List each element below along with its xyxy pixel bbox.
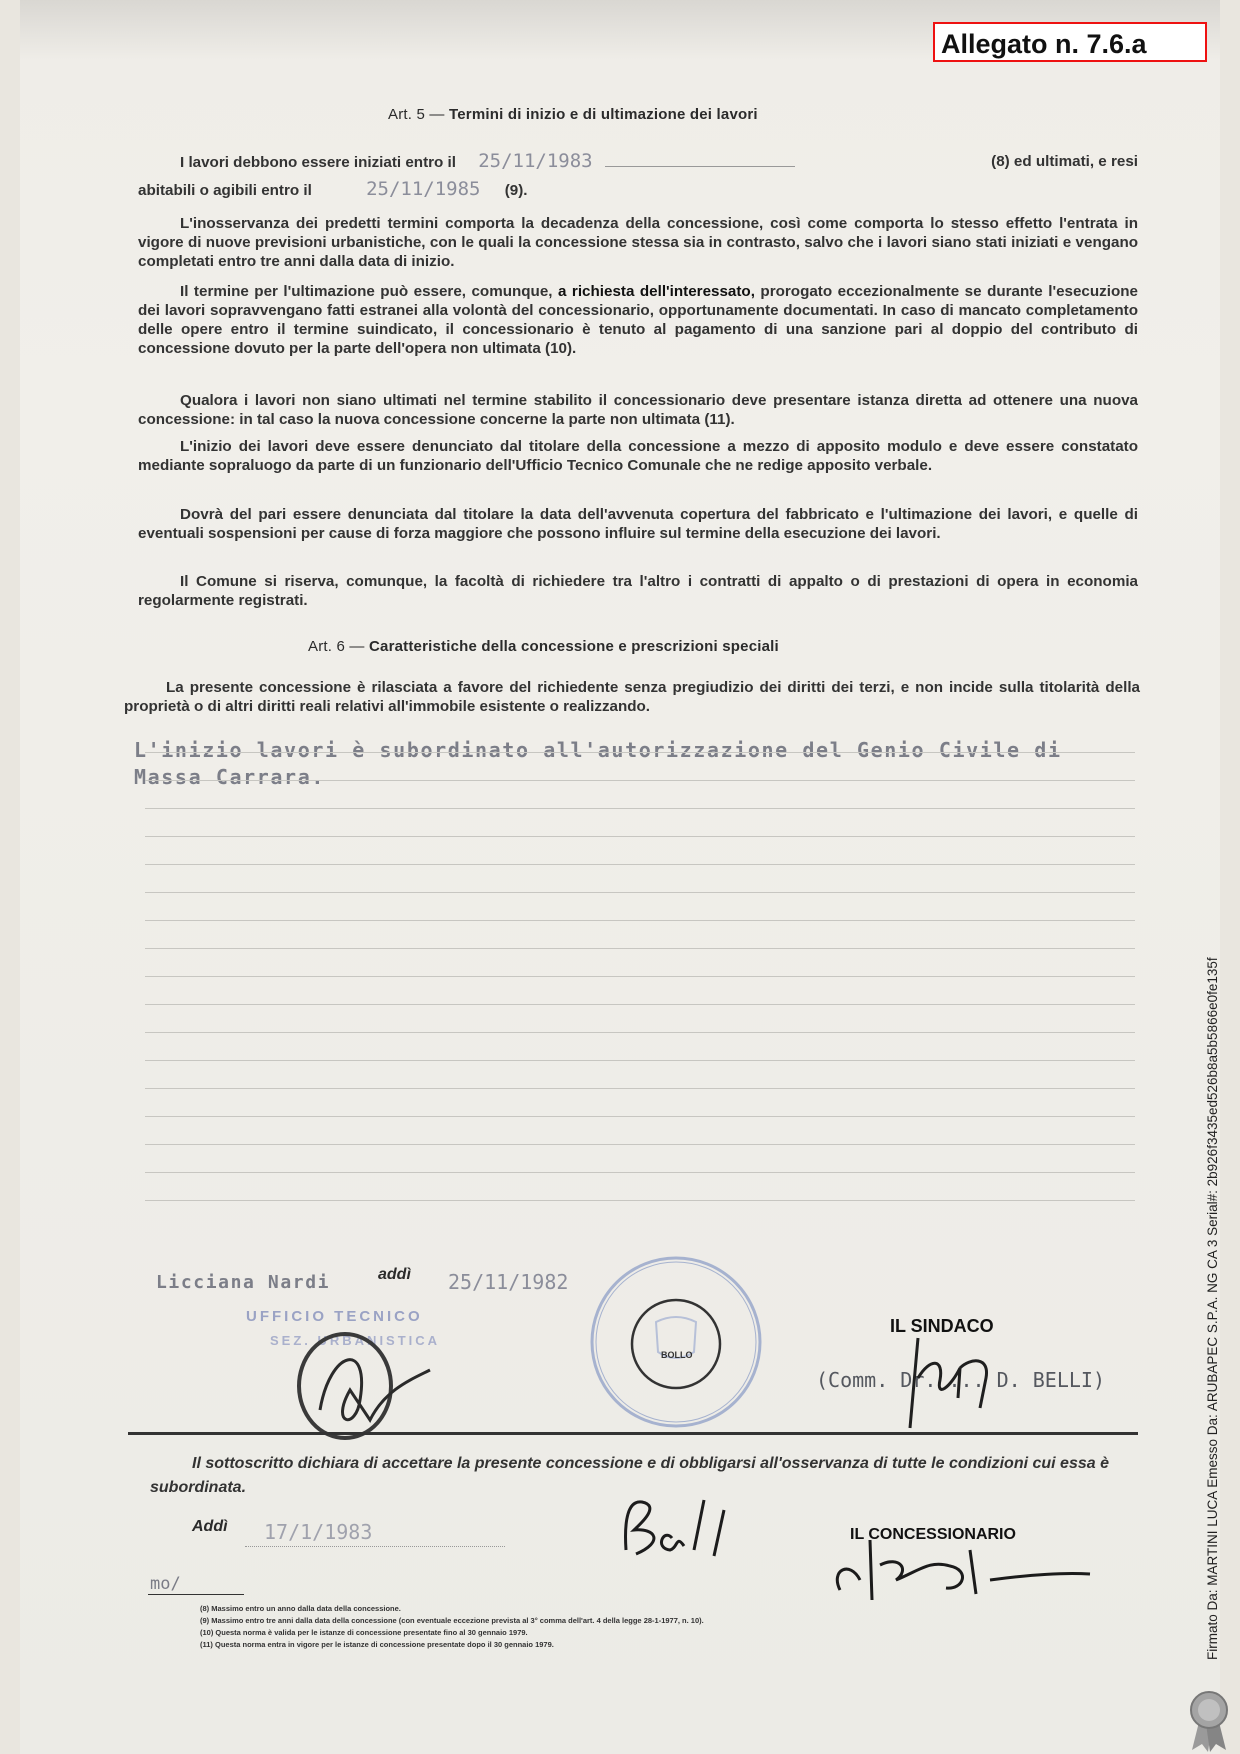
- ruled-line: [145, 1144, 1135, 1145]
- acceptance-signature: [614, 1490, 764, 1570]
- concessionario-label: IL CONCESSIONARIO: [850, 1526, 1016, 1543]
- ruled-line: [145, 752, 1135, 753]
- art5-number: Art. 5 —: [388, 106, 445, 123]
- ruled-line: [145, 836, 1135, 837]
- end-date: 25/11/1985: [366, 178, 481, 200]
- art5-p2-text: L'inosservanza dei predetti termini comporta la decadenza della concessione, così come comporta lo stesso effetto l'entrata in vigore di nuove previsioni urbanistiche, con le quali la concessione stessa sia in contrasto, salvo che i lavori siano stati iniziati e vengano completati entro tre anni dalla data di inizio.: [138, 215, 1138, 270]
- sindaco-name: (Comm. Dr. ... D. BELLI): [816, 1368, 1105, 1392]
- digital-signature-text: Firmato Da: MARTINI LUCA Emesso Da: ARUBAPEC S.P.A. NG CA 3 Serial#: 2b926f3435ed526b8a5b5866e0fe135f: [1205, 957, 1220, 1660]
- ruled-line: [145, 1116, 1135, 1117]
- certificate-ribbon-icon: [1184, 1688, 1234, 1754]
- place-name: Licciana Nardi: [156, 1272, 331, 1293]
- document-page: [20, 0, 1220, 1754]
- ruled-line: [145, 864, 1135, 865]
- bollo-label: BOLLO: [661, 1350, 693, 1360]
- art6-number: Art. 6 —: [308, 638, 365, 655]
- ruled-line: [145, 948, 1135, 949]
- municipal-seal: [586, 1252, 766, 1432]
- allegato-label: Allegato n. 7.6.a: [933, 22, 1207, 62]
- typed-line-2: Massa Carrara.: [134, 765, 325, 789]
- initials: mo/: [150, 1574, 181, 1594]
- sindaco-signature: [900, 1318, 1010, 1438]
- art5-p4-text: Qualora i lavori non siano ultimati nel termine stabilito il concessionario deve presentare istanza diretta ad ottenere una nuova concessione: in tal caso la nuova concessione concerne la parte non ultimata (11).: [138, 392, 1138, 428]
- art5-paragraph-7: [138, 572, 1138, 610]
- ruled-line: [145, 976, 1135, 977]
- ruled-line: [145, 808, 1135, 809]
- art5-title: Termini di inizio e di ultimazione dei lavori: [449, 106, 758, 123]
- art5-paragraph-5: [138, 437, 1138, 475]
- ruled-line: [145, 1060, 1135, 1061]
- art6-p1-text: La presente concessione è rilasciata a favore del richiedente senza pregiudizio dei diritti dei terzi, e non incide sulla titolarità della proprietà o di altri diritti reali relativi all'immobile esistente o realizzando.: [124, 679, 1140, 715]
- footnote-11: (11) Questa norma entra in vigore per le istanze di concessione presentate dopo il 30 gennaio 1979.: [200, 1640, 554, 1649]
- section-divider: [128, 1432, 1138, 1435]
- art6-paragraph-1: [124, 678, 1140, 716]
- ruled-line: [145, 920, 1135, 921]
- acceptance-text: Il sottoscritto dichiara di accettare la presente concessione e di obbligarsi all'osservanza di tutte le condizioni cui essa è subordinata.: [150, 1455, 1109, 1496]
- art5-paragraph-4: [138, 391, 1138, 429]
- office-stamp-line1: UFFICIO TECNICO: [246, 1308, 423, 1325]
- ruled-line: [145, 1200, 1135, 1201]
- concessionario-signature: [820, 1510, 1100, 1610]
- art5-paragraph-2: [138, 214, 1138, 271]
- footnote-9: (9) Massimo entro tre anni dalla data della concessione (con eventuale eccezione prevista al 3° comma dell'art. 4 della legge 28-1-1977, n. 10).: [200, 1616, 704, 1625]
- ruled-line: [145, 892, 1135, 893]
- art5-p3-bold: a richiesta dell'interessato,: [557, 283, 755, 300]
- ruled-line: [145, 1004, 1135, 1005]
- end-text: abitabili o agibili entro il: [138, 182, 312, 199]
- art5-heading: [388, 106, 758, 123]
- office-stamp-line2: SEZ. URBANISTICA: [270, 1333, 441, 1348]
- ruled-line: [145, 1088, 1135, 1089]
- start-text: I lavori debbono essere iniziati entro il: [180, 154, 456, 171]
- ruled-line: [145, 780, 1135, 781]
- footnote-8: (8) Massimo entro un anno dalla data della concessione.: [200, 1604, 401, 1613]
- art5-p3b-text: prorogato eccezionalmente se durante l'esecuzione dei lavori sopravvengano fatti estranei alla volontà del concessionario, opportunamente documentati. In caso di mancato completamento delle opere entro il termine suindicato, il concessionario è tenuto al pagamento di una sanzione pari al doppio del contributo di concessione dovuto per la parte dell'opera non ultimata (10).: [138, 283, 1138, 357]
- start-note: (8) ed ultimati, e resi: [991, 153, 1138, 170]
- sindaco-label: IL SINDACO: [890, 1316, 994, 1336]
- art5-end-line: [138, 180, 1138, 200]
- acceptance-addi-label: Addì: [192, 1518, 228, 1535]
- art5-p5-text: L'inizio dei lavori deve essere denunciato dal titolare della concessione a mezzo di apposito modulo e deve essere constatato mediante sopraluogo da parte di un funzionario dell'Ufficio Tecnico Comunale che ne redige apposito verbale.: [138, 438, 1138, 474]
- art5-p3a-text: Il termine per l'ultimazione può essere, comunque,: [180, 283, 553, 300]
- art5-paragraph-3: [138, 282, 1138, 358]
- start-date: 25/11/1983: [478, 150, 593, 172]
- art5-p6-text: Dovrà del pari essere denunciata dal titolare la data dell'avvenuta copertura del fabbricato e l'ultimazione dei lavori, e quelle di eventuali sospensioni per cause di forza maggiore che possono influire sul termine della esecuzione dei lavori.: [138, 506, 1138, 542]
- art6-title: Caratteristiche della concessione e prescrizioni speciali: [369, 638, 779, 655]
- footnote-10: (10) Questa norma è valida per le istanze di concessione presentate fino al 30 gennaio 1979.: [200, 1628, 528, 1637]
- typed-line-1: L'inizio lavori è subordinato all'autorizzazione del Genio Civile di: [134, 738, 1062, 762]
- art6-heading: [308, 638, 779, 655]
- acceptance-date: 17/1/1983: [264, 1520, 373, 1544]
- end-note: (9).: [504, 182, 528, 199]
- ruled-line: [145, 1172, 1135, 1173]
- art5-p7-text: Il Comune si riserva, comunque, la facoltà di richiedere tra l'altro i contratti di appalto o di prestazioni di opera in economia regolarmente registrati.: [138, 573, 1138, 609]
- addi-label: addì: [378, 1266, 411, 1283]
- ruled-line: [145, 1032, 1135, 1033]
- art5-paragraph-6: [138, 505, 1138, 543]
- art5-start-line: [138, 152, 1138, 172]
- sign-date: 25/11/1982: [448, 1270, 569, 1294]
